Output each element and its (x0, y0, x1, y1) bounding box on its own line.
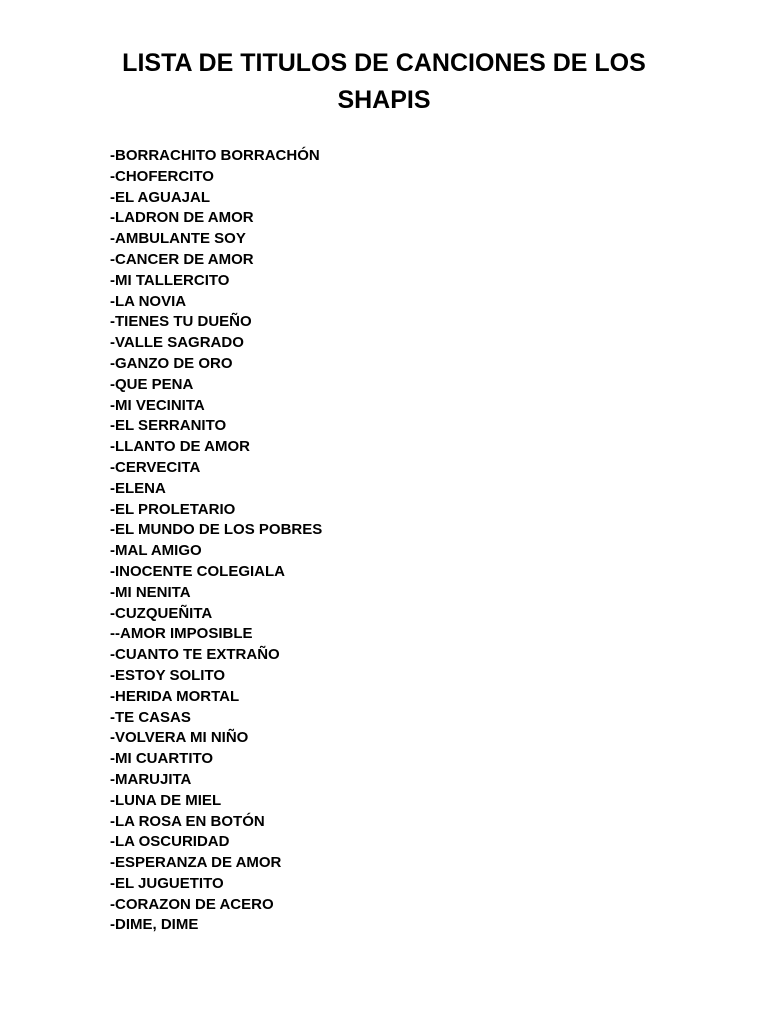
song-title-item: -LA OSCURIDAD (110, 833, 230, 851)
song-title-item: -EL PROLETARIO (110, 500, 236, 518)
song-title-item: -TE CASAS (110, 708, 191, 726)
song-title-item: -BORRACHITO BORRACHÓN (110, 147, 320, 164)
song-title-item: -VALLE SAGRADO (110, 334, 244, 352)
song-title-item: -MI TALLERCITO (110, 271, 230, 289)
song-title-item: -CUANTO TE EXTRAÑO (110, 646, 280, 664)
song-title-item: -EL AGUAJAL (110, 188, 211, 206)
song-title-item: -MAL AMIGO (110, 542, 202, 560)
song-title-item: -CORAZON DE ACERO (110, 895, 274, 913)
song-title-item: -DIME, DIME (110, 916, 199, 934)
song-title-item: -CUZQUEÑITA (110, 604, 213, 622)
song-title-item: -QUE PENA (110, 375, 194, 393)
song-title-item: -ESPERANZA DE AMOR (110, 854, 282, 872)
song-title-item: -TIENES TU DUEÑO (110, 313, 252, 331)
song-title-item: -MI NENITA (110, 583, 191, 601)
song-title-item: -CANCER DE AMOR (110, 250, 254, 268)
song-title-item: -CERVECITA (110, 458, 201, 476)
song-title-list (110, 146, 322, 936)
song-title-item: -VOLVERA MI NIÑO (110, 729, 249, 747)
song-title-item: -LA ROSA EN BOTÓN (110, 812, 265, 830)
song-title-item: -ELENA (110, 479, 166, 497)
song-title-item: -MI CUARTITO (110, 750, 214, 768)
song-title-item: -AMBULANTE SOY (110, 230, 246, 248)
song-title-item: -INOCENTE COLEGIALA (110, 562, 285, 580)
song-title-item: -ESTOY SOLITO (110, 666, 226, 684)
song-title-item: -CHOFERCITO (110, 167, 214, 185)
song-title-item: -LLANTO DE AMOR (110, 438, 250, 456)
song-title-item: -EL MUNDO DE LOS POBRES (110, 521, 323, 539)
document-title: LISTA DE TITULOS DE CANCIONES DE LOS SHAPIS (122, 49, 646, 114)
song-title-item: -MARUJITA (110, 770, 192, 788)
song-title-item: -MI VECINITA (110, 396, 205, 414)
song-title-item: -LA NOVIA (110, 292, 187, 310)
song-title-item: -LADRON DE AMOR (110, 209, 254, 227)
song-title-item: -HERIDA MORTAL (110, 687, 240, 705)
song-title-item: -GANZO DE ORO (110, 354, 233, 372)
song-title-item: -LUNA DE MIEL (110, 791, 222, 809)
song-title-item: --AMOR IMPOSIBLE (110, 625, 253, 643)
song-title-item: -EL SERRANITO (110, 417, 227, 435)
song-title-item: -EL JUGUETITO (110, 874, 224, 892)
